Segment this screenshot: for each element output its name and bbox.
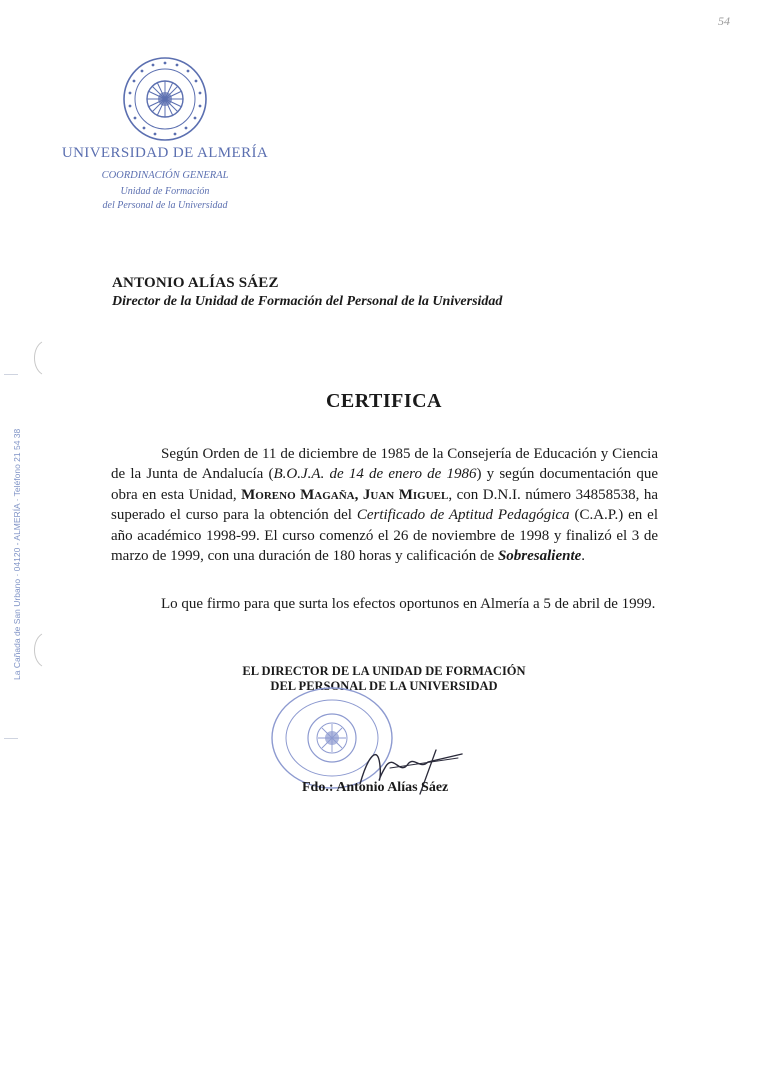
signed-by: Fdo.: Antonio Alías Sáez [302,780,449,795]
person-name: Moreno Magaña, Juan Miguel [241,486,449,503]
certificate-body [111,444,658,566]
fold-mark [4,738,18,739]
unit-line-2: del Personal de la Universidad [102,200,228,211]
boja-reference: B.O.J.A. de 14 de enero de 1986 [273,466,477,483]
signer-role: Director de la Unidad de Formación del Personal de la Universidad [112,294,503,309]
signer-name: ANTONIO ALÍAS SÁEZ [112,275,279,291]
grade: Sobresaliente [497,548,582,565]
closing-paragraph: Lo que firmo para que surta los efectos oportunos en Almería a 5 de abril de 1999. [161,596,656,612]
punch-hole-mark-icon [20,630,60,670]
side-address-text: La Cañada de San Urbano · 04120 - ALMERÍA · Teléfono 21 54 38 [12,428,22,680]
coordination-label: COORDINACIÓN GENERAL [101,170,229,181]
body-text-d: (C.A.P.) en el año académico 1998-99. El curso comenzó el 26 de noviembre de 1998 y finalizó el 3 de marzo de 1999, con una duración de 180 horas y calificación de [111,507,658,565]
body-text-c: , con D.N.I. número 34858538, ha superado el curso para la obtención del [111,486,658,524]
certificate-name: Certificado de Aptitud Pedagógica [356,507,570,524]
signature-title-line-2: DEL PERSONAL DE LA UNIVERSIDAD [270,679,498,693]
fold-mark [4,374,18,375]
body-text-b: ) y según documentación que obra en esta Unidad, [111,466,658,503]
university-name: UNIVERSIDAD DE ALMERÍA [61,145,269,161]
page-number: 54 [718,14,730,28]
unit-line-1: Unidad de Formación [120,186,210,197]
punch-hole-mark-icon [20,338,60,378]
signature-title-line-1: EL DIRECTOR DE LA UNIDAD DE FORMACIÓN [242,664,526,678]
university-seal-icon [122,56,208,142]
body-text-a: Según Orden de 11 de diciembre de 1985 de la Consejería de Educación y Ciencia de la Junta de Andalucía ( [111,446,658,483]
body-text-end: . [581,548,586,565]
document-heading: CERTIFICA [325,390,443,412]
